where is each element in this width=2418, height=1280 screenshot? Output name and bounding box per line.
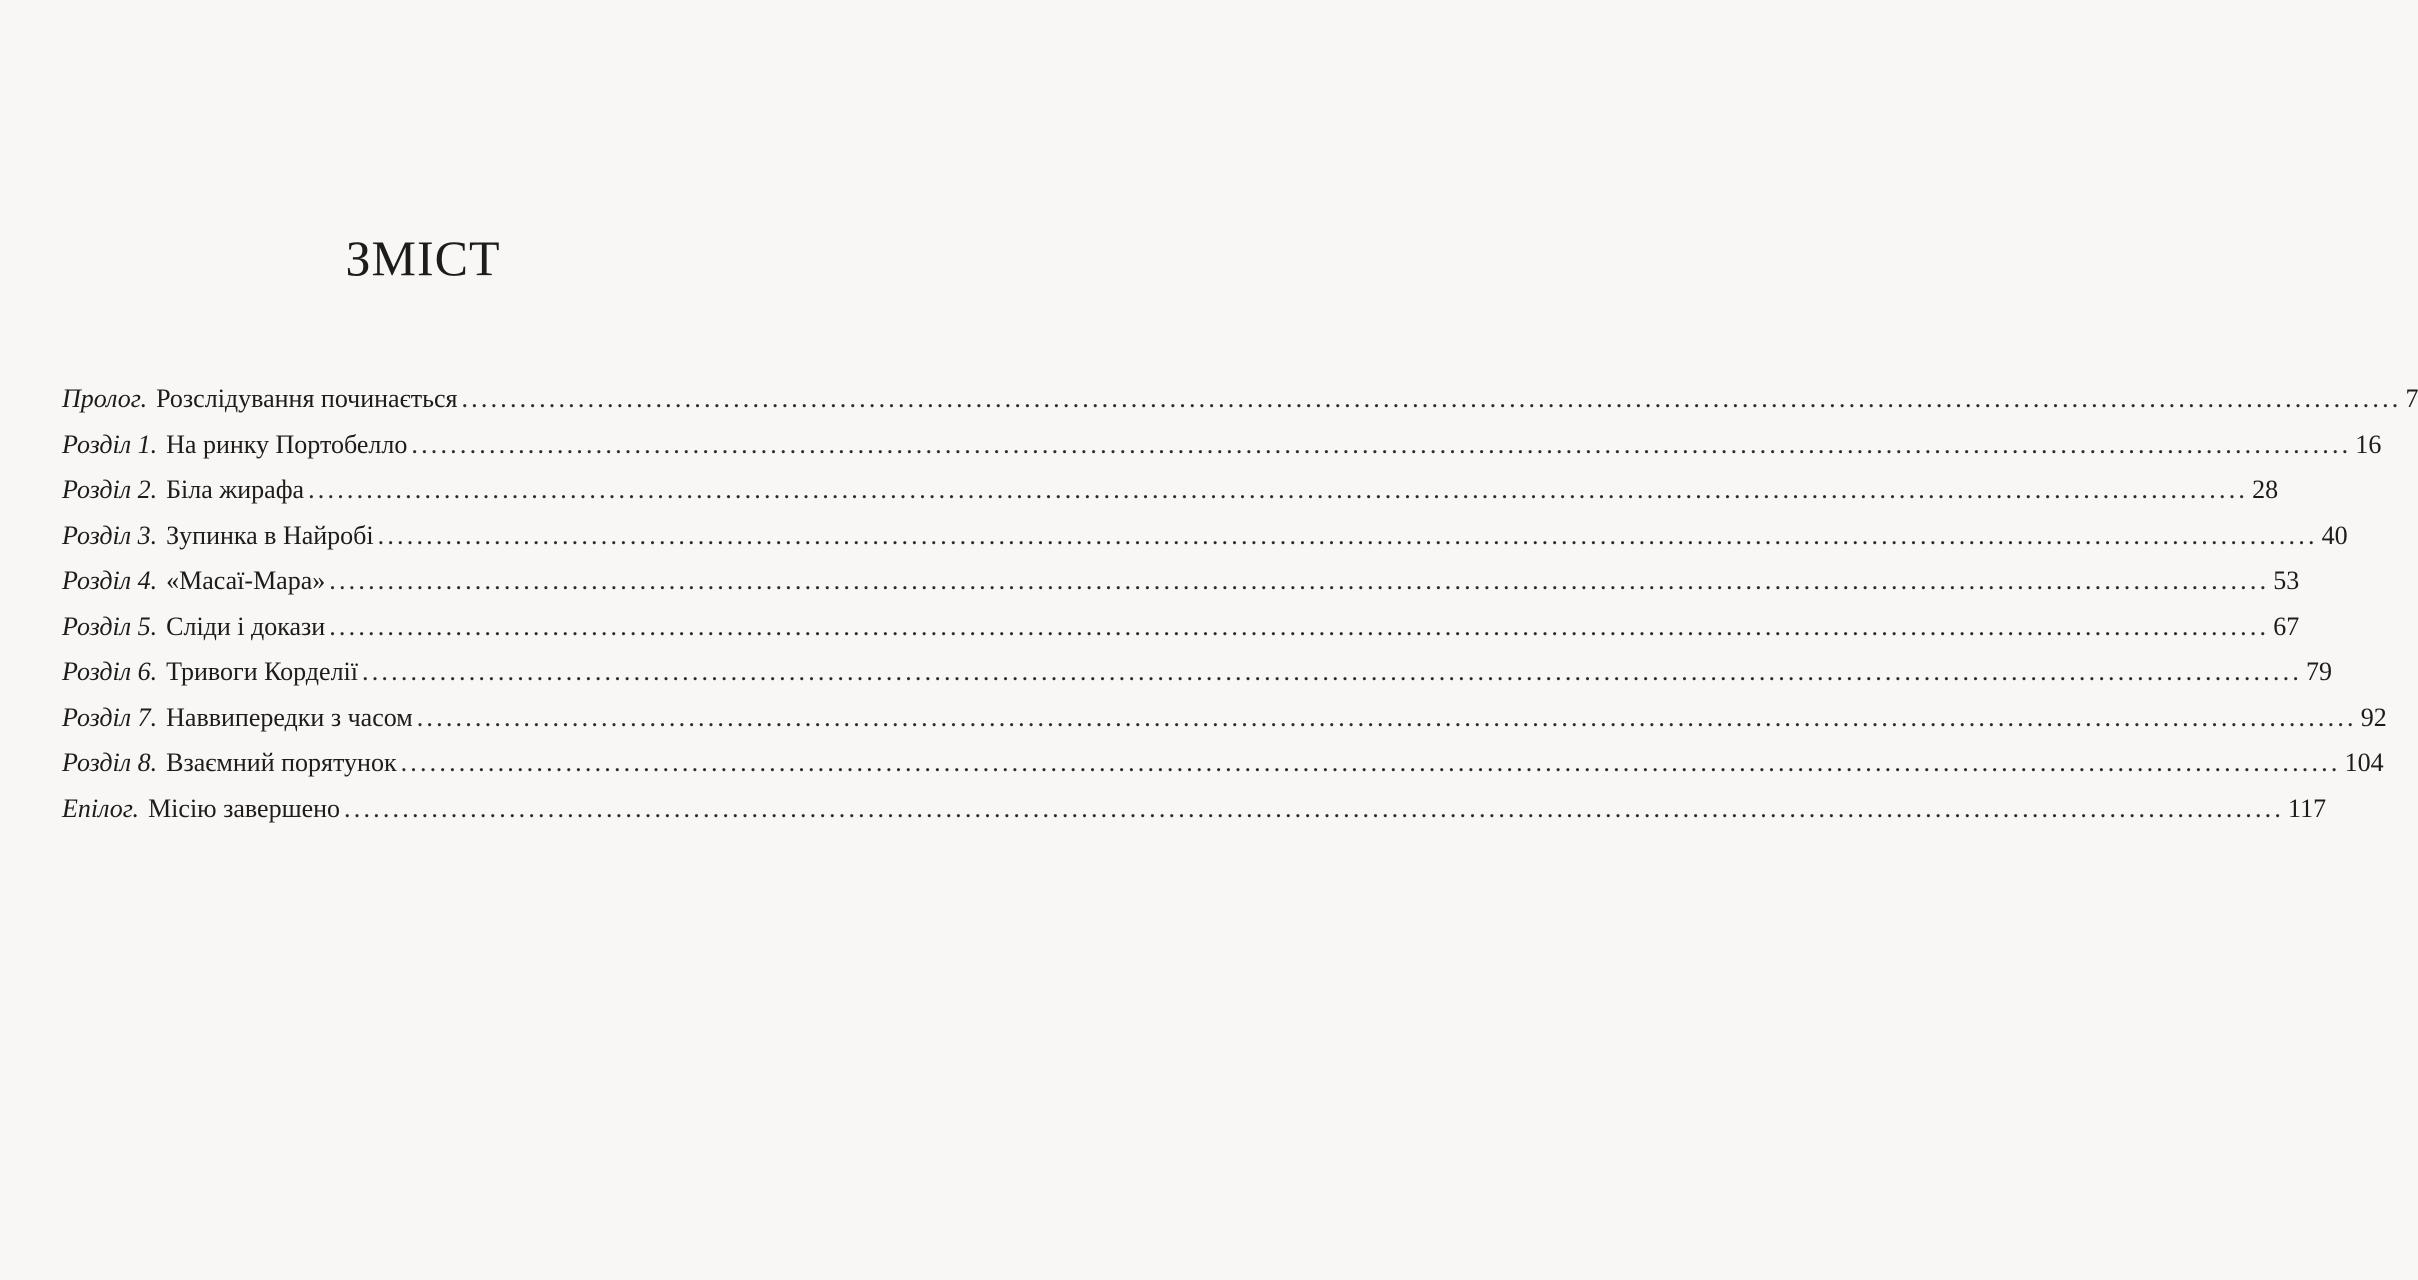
dot-leader: ........................................................................................................................................................................................................ [411,429,2352,459]
entry-page-number: 79 [2306,657,2333,686]
entry-page-number: 40 [2321,520,2348,550]
entry-label: Епілог. [62,793,140,823]
dot-leader: ........................................................................................................................................................................................................ [461,384,2402,413]
entry-label: Розділ 6. [62,657,158,686]
toc-entry-chapter-3[interactable] [62,513,2348,559]
entry-label: Розділ 4. [62,566,158,595]
entry-title: Біла жирафа [166,475,305,504]
entry-label: Розділ 1. [62,429,158,459]
toc-entry-chapter-6[interactable] [62,649,2333,695]
page-title: ЗМІСТ [345,230,501,286]
entry-page-number: 67 [2273,611,2300,641]
entry-title: Сліди і докази [166,611,326,641]
toc-entry-epilogue[interactable] [62,786,2327,832]
toc-entry-chapter-1[interactable] [62,422,2382,468]
entry-title: Розслідування починається [156,384,458,413]
entry-page-number: 7 [2405,384,2418,413]
entry-page-number: 53 [2273,566,2300,595]
entry-label: Розділ 2. [62,475,158,504]
table-of-contents [62,376,2418,831]
toc-entry-chapter-2[interactable] [62,467,2279,513]
dot-leader: ........................................................................................................................................................................................................ [329,611,2270,641]
dot-leader: ........................................................................................................................................................................................................ [329,566,2270,595]
toc-entry-chapter-8[interactable] [62,740,2384,786]
entry-page-number: 16 [2355,429,2382,459]
toc-entry-chapter-7[interactable] [62,695,2387,741]
entry-page-number: 117 [2288,793,2327,823]
toc-entry-chapter-5[interactable] [62,604,2300,650]
toc-entry-prologue[interactable] [62,376,2418,422]
entry-label: Пролог. [62,384,148,413]
entry-label: Розділ 8. [62,748,158,777]
entry-title: Наввипередки з часом [166,702,413,732]
entry-label: Розділ 3. [62,520,158,550]
entry-label: Розділ 7. [62,702,158,732]
entry-title: Місію завершено [148,793,341,823]
dot-leader: ........................................................................................................................................................................................................ [416,702,2357,732]
dot-leader: ........................................................................................................................................................................................................ [400,748,2341,777]
dot-leader: ........................................................................................................................................................................................................ [308,475,2249,504]
entry-title: Зупинка в Найробі [166,520,374,550]
toc-entry-chapter-4[interactable] [62,558,2300,604]
entry-title: «Масаї-Мара» [166,566,326,595]
entry-label: Розділ 5. [62,611,158,641]
entry-page-number: 28 [2252,475,2279,504]
entry-page-number: 92 [2360,702,2387,732]
dot-leader: ........................................................................................................................................................................................................ [362,657,2303,686]
dot-leader: ........................................................................................................................................................................................................ [377,520,2318,550]
entry-title: Взаємний порятунок [166,748,397,777]
entry-title: На ринку Портобелло [166,429,408,459]
entry-title: Тривоги Корделії [166,657,359,686]
entry-page-number: 104 [2344,748,2384,777]
dot-leader: ........................................................................................................................................................................................................ [344,793,2285,823]
